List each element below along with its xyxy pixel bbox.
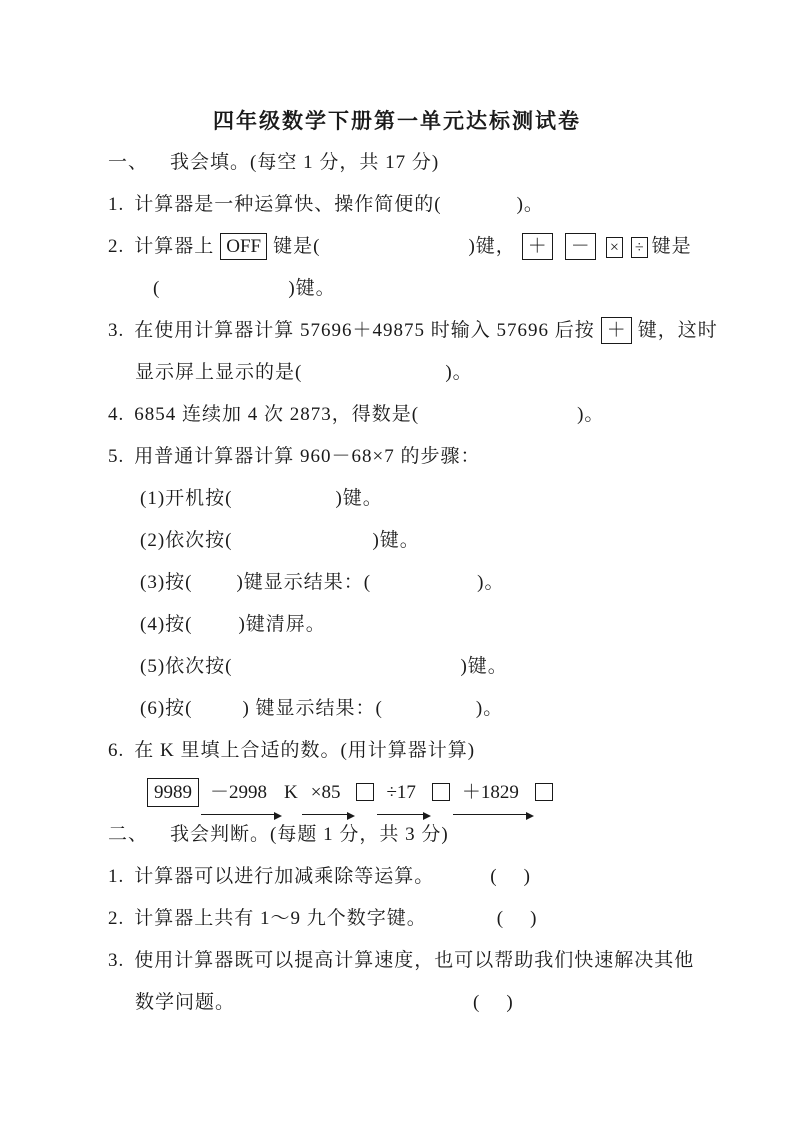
step-1-text: (1)开机按(: [140, 488, 233, 509]
arrow-times-85: [302, 772, 350, 815]
multiply-key-box: ×: [606, 237, 623, 258]
paper-content: [108, 100, 718, 1024]
judge-3-number: 3.: [108, 950, 125, 971]
step-1-text-end: )键。: [335, 488, 383, 509]
question-5-step-1: [108, 478, 686, 520]
judge-blank: [504, 923, 530, 924]
step-3-text: (3)按(: [140, 572, 193, 593]
question-3-text-a: 在使用计算器计算 57696＋49875 时输入 57696 后按: [134, 320, 595, 341]
section-one-title: 我会填。(每空 1 分，共 17 分): [170, 152, 440, 173]
judge-question-3-line-2: [108, 982, 686, 1024]
question-2-text-b: 键是(: [273, 236, 321, 257]
judge-3-text: 使用计算器既可以提高计算速度，也可以帮助我们快速解决其他: [134, 950, 695, 971]
judge-3-paren-close: ): [506, 992, 514, 1013]
question-6-number: 6.: [108, 740, 125, 761]
question-5-text: 用普通计算器计算 960－68×7 的步骤：: [134, 446, 481, 467]
judge-1-text: 计算器可以进行加减乘除等运算。: [134, 866, 435, 887]
step-5-text-end: )键。: [460, 656, 508, 677]
minus-key-box: －: [565, 233, 596, 260]
judge-3-text-end: 数学问题。: [135, 992, 236, 1013]
answer-blank: [232, 671, 460, 672]
step-4-text: (4)按(: [140, 614, 193, 635]
variable-k: K: [284, 782, 298, 803]
judge-blank: [498, 881, 524, 882]
question-5-number: 5.: [108, 446, 125, 467]
question-5-step-2: [108, 520, 686, 562]
question-6: [108, 730, 686, 772]
question-5-step-3: [108, 562, 686, 604]
arrow-label: －2998: [201, 772, 276, 815]
section-two-title: 我会判断。(每题 1 分，共 3 分): [170, 824, 449, 845]
answer-blank: [232, 545, 372, 546]
question-5: [108, 436, 686, 478]
arrow-minus-2998: [201, 772, 276, 815]
section-one-heading: [108, 142, 686, 184]
answer-box: [356, 783, 374, 801]
judge-1-paren-open: (: [490, 866, 498, 887]
step-6-text-end: )。: [475, 698, 504, 719]
question-5-step-6: [108, 688, 686, 730]
question-2-text-a: 计算器上: [134, 236, 215, 257]
step-6-text-mid: ) 键显示结果：(: [242, 698, 383, 719]
answer-blank: [192, 713, 242, 714]
plus-key-box: ＋: [522, 233, 553, 260]
off-key-box: OFF: [220, 233, 267, 260]
answer-blank: [232, 503, 335, 504]
answer-blank: [192, 629, 238, 630]
question-3-line-1: [108, 310, 718, 352]
question-2-number: 2.: [108, 236, 125, 257]
judge-question-3-line-1: [108, 940, 695, 982]
question-5-step-4: [108, 604, 686, 646]
question-2-line-2: [108, 268, 686, 310]
question-3-line-2: [108, 352, 686, 394]
question-2-text-f: )键。: [288, 278, 336, 299]
answer-blank: [320, 251, 468, 252]
answer-box: [432, 783, 450, 801]
judge-2-paren-close: ): [530, 908, 538, 929]
judge-question-1: [108, 856, 686, 898]
spacer: [427, 923, 497, 924]
question-6-text: 在 K 里填上合适的数。(用计算器计算): [134, 740, 476, 761]
judge-2-number: 2.: [108, 908, 125, 929]
spacer: [434, 881, 490, 882]
question-2-text-d: 键是: [651, 236, 692, 257]
judge-1-number: 1.: [108, 866, 125, 887]
step-3-text-end: )。: [477, 572, 505, 593]
judge-2-text: 计算器上共有 1～9 九个数字键。: [134, 908, 427, 929]
answer-blank: [383, 713, 476, 714]
arrow-label: ÷17: [377, 772, 424, 815]
question-1-text: 计算器是一种运算快、操作简便的(: [134, 194, 442, 215]
answer-blank: [302, 377, 445, 378]
step-4-text-end: )键清屏。: [238, 614, 326, 635]
question-2-paren-open: (: [153, 278, 161, 299]
arrow-label: ×85: [302, 772, 350, 815]
arrow-plus-1829: [453, 772, 528, 815]
judge-blank: [480, 1007, 506, 1008]
answer-blank: [160, 293, 288, 294]
question-3-text-d: )。: [445, 362, 473, 383]
question-4-text-end: )。: [577, 404, 605, 425]
answer-box: [535, 783, 553, 801]
question-1: [108, 184, 686, 226]
start-number-box: 9989: [147, 778, 199, 807]
arrow-divide-17: [377, 772, 424, 815]
step-5-text: (5)依次按(: [140, 656, 233, 677]
step-3-text-mid: )键显示结果：(: [236, 572, 372, 593]
answer-blank: [442, 209, 517, 210]
step-2-text: (2)依次按(: [140, 530, 233, 551]
answer-blank: [192, 587, 236, 588]
question-4: [108, 394, 686, 436]
judge-1-paren-close: ): [523, 866, 531, 887]
question-3-text-b: 键，这时: [637, 320, 718, 341]
question-5-step-5: [108, 646, 686, 688]
judge-2-paren-open: (: [496, 908, 505, 929]
answer-blank: [371, 587, 477, 588]
page-title: 四年级数学下册第一单元达标测试卷: [213, 109, 581, 133]
spacer: [235, 1007, 473, 1008]
arrow-label: ＋1829: [453, 772, 528, 815]
question-3-text-c: 显示屏上显示的是(: [135, 362, 303, 383]
step-2-text-end: )键。: [372, 530, 420, 551]
step-6-text: (6)按(: [140, 698, 193, 719]
question-1-text-end: )。: [516, 194, 544, 215]
section-two-number: 二、: [108, 824, 149, 845]
question-2-text-c: )键，: [468, 236, 516, 257]
number-chain-diagram: [108, 772, 686, 814]
answer-blank: [419, 419, 577, 420]
section-one-number: 一、: [108, 152, 149, 173]
question-4-number: 4.: [108, 404, 125, 425]
divide-key-box: ÷: [631, 237, 648, 258]
question-3-number: 3.: [108, 320, 125, 341]
judge-question-2: [108, 898, 686, 940]
question-4-text: 6854 连续加 4 次 2873，得数是(: [134, 404, 420, 425]
question-2-line-1: [108, 226, 692, 268]
question-1-number: 1.: [108, 194, 125, 215]
section-two-heading: [108, 814, 686, 856]
plus-key-box: ＋: [601, 317, 632, 344]
judge-3-paren-open: (: [473, 992, 481, 1013]
